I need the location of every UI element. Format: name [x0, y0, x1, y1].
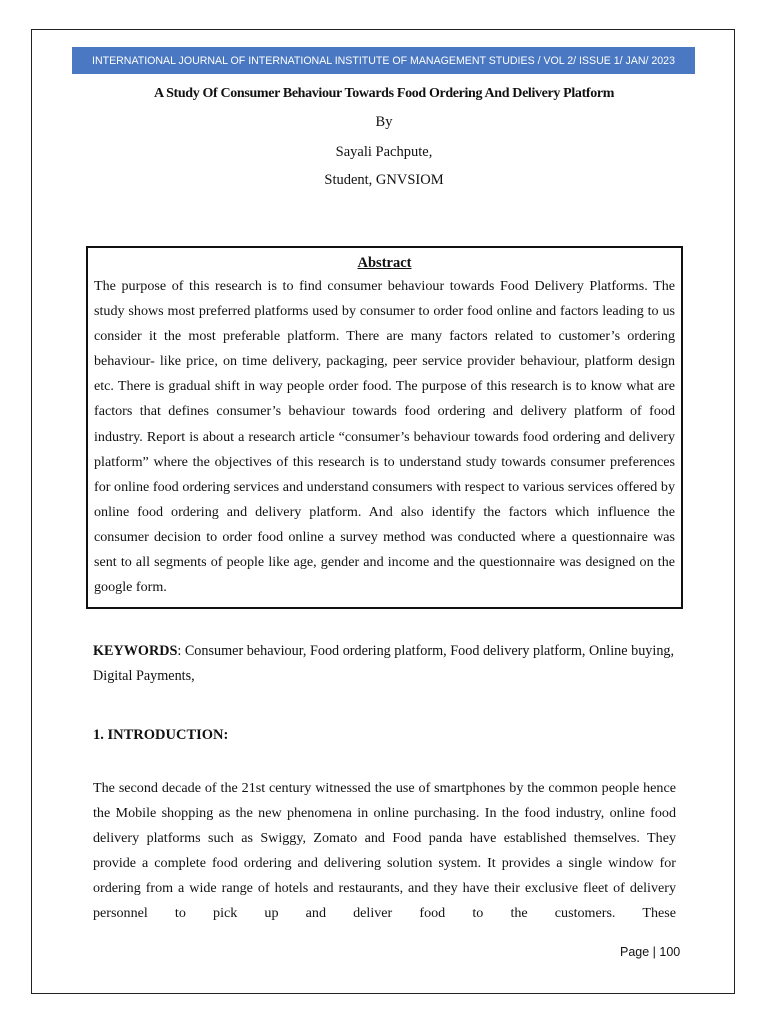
introduction-heading: 1. INTRODUCTION: [93, 727, 229, 743]
journal-header-text: INTERNATIONAL JOURNAL OF INTERNATIONAL INSTITUTE OF MANAGEMENT STUDIES / VOL 2/ ISSUE 1/ JAN/ 2023 [92, 54, 675, 67]
introduction-text: The second decade of the 21st century witnessed the use of smartphones by the common people hence the Mobile shopping as the new phenomena in online purchasing. In the food industry, online food delivery platforms such as Swiggy, Zomato and Food panda have established themselves. They provide a complete food ordering and delivering solution system. It provides a single window for ordering from a wide range of hotels and restaurants, and they have their exclusive fleet of delivery personnel to pick up and deliver food to the customers. These [93, 780, 676, 922]
keywords-label: KEYWORDS [93, 643, 178, 659]
keywords-text: : Consumer behaviour, Food ordering platform, Food delivery platform, Online buying, Digital Payments, [93, 643, 675, 684]
journal-header-band [72, 47, 695, 74]
by-line: By [375, 114, 393, 130]
author-affiliation: Student, GNVSIOM [324, 172, 444, 188]
keywords-paragraph [93, 639, 676, 689]
page-number: Page | 100 [620, 945, 681, 959]
author-name: Sayali Pachpute, [335, 144, 433, 160]
paper-title: A Study Of Consumer Behaviour Towards Food Ordering And Delivery Platform [153, 86, 615, 101]
abstract-box [86, 246, 683, 609]
abstract-heading: Abstract [357, 255, 412, 271]
abstract-text: The purpose of this research is to find consumer behaviour towards Food Delivery Platforms. The study shows most preferred platforms used by consumer to order food online and factors leading to us consider it the most preferable platform. There are many factors related to customer’s ordering behaviour- like price, on time delivery, packaging, peer service provider behaviour, platform design etc. There is gradual shift in way people order food. The purpose of this research is to know what are factors that defines consumer’s behaviour towards food ordering and delivery platform of food industry. Report is about a research article “consumer’s behaviour towards food ordering and delivery platform” where the objectives of this research is to understand study towards consumer preferences for online food ordering services and understand consumers with respect to various services offered by online food ordering and delivery platform. And also identify the factors which influence the consumer decision to order food online a survey method was conducted where a questionnaire was sent to all segments of people like age, gender and income and the questionnaire was designed on the google form. [94, 278, 675, 596]
